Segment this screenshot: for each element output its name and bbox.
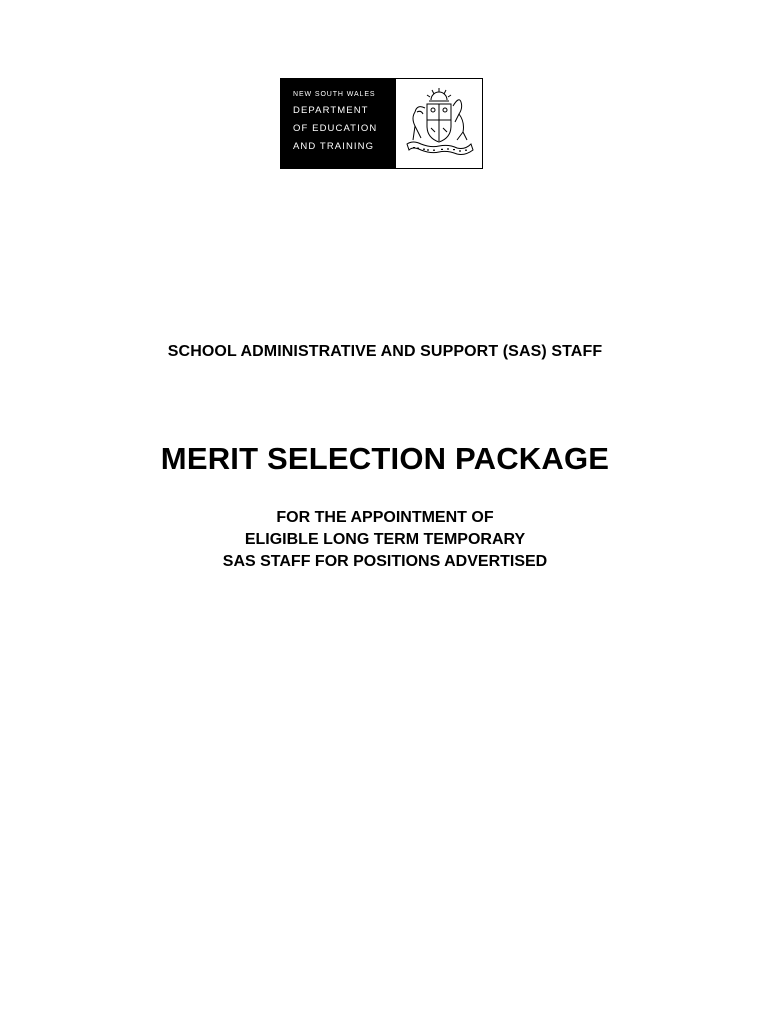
logo-line-training: AND TRAINING	[293, 141, 375, 152]
appointment-line: SAS STAFF FOR POSITIONS ADVERTISED	[222, 553, 548, 570]
appointment-description	[0, 507, 770, 573]
document-subtitle: SCHOOL ADMINISTRATIVE AND SUPPORT (SAS) STAFF	[167, 343, 603, 360]
appointment-line: ELIGIBLE LONG TERM TEMPORARY	[244, 531, 526, 548]
department-logo	[280, 78, 483, 169]
logo-line-education: OF EDUCATION	[293, 123, 378, 134]
logo-line-department: DEPARTMENT	[293, 105, 369, 116]
logo-text-block	[281, 79, 396, 168]
nsw-coat-of-arms-icon	[396, 79, 482, 168]
logo-line-state: NEW SOUTH WALES	[293, 91, 376, 98]
appointment-line: FOR THE APPOINTMENT OF	[276, 509, 494, 526]
document-title: MERIT SELECTION PACKAGE	[160, 441, 610, 476]
